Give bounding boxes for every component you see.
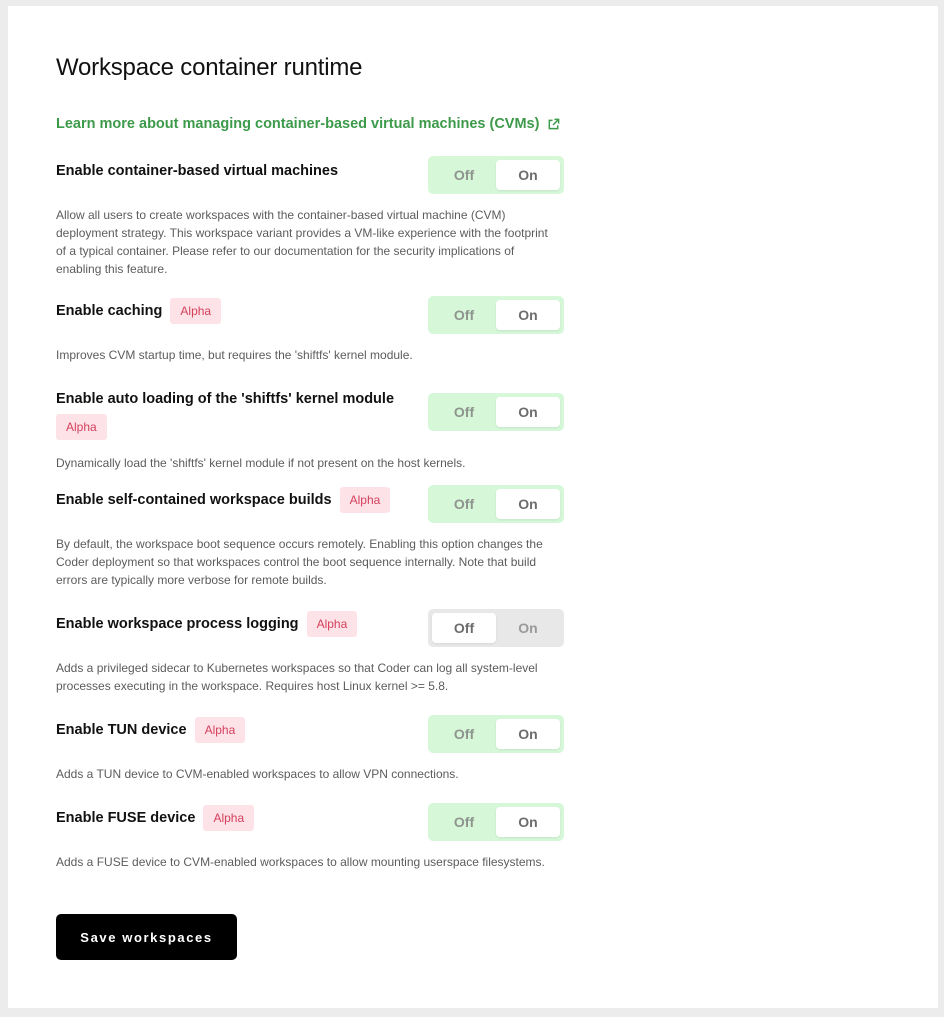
setting-description: Improves CVM startup time, but requires the 'shiftfs' kernel module.: [56, 348, 413, 363]
shiftfs-autoload-toggle[interactable]: [428, 393, 564, 431]
setting-description: Adds a FUSE device to CVM-enabled workspaces to allow mounting userspace filesystems.: [56, 855, 545, 870]
setting-label: Enable caching: [56, 303, 163, 320]
external-link-icon: [547, 118, 560, 131]
setting-description: Adds a TUN device to CVM-enabled workspaces to allow VPN connections.: [56, 767, 459, 782]
setting-caching: [56, 298, 556, 364]
setting-self-contained-builds: [56, 487, 556, 589]
setting-tun-device: [56, 717, 556, 783]
setting-description: By default, the workspace boot sequence occurs remotely. Enabling this option changes the Coder deployment so that workspaces control the boot sequence internally. Note that build errors are typically more verbose for remote builds.: [56, 537, 543, 588]
alpha-badge: Alpha: [195, 717, 246, 743]
toggle-on-option[interactable]: On: [496, 719, 560, 749]
process-logging-toggle[interactable]: [428, 609, 564, 647]
caching-toggle[interactable]: [428, 296, 564, 334]
page-title: Workspace container runtime: [56, 54, 363, 81]
toggle-off-option[interactable]: Off: [453, 404, 475, 420]
setting-description: Dynamically load the 'shiftfs' kernel module if not present on the host kernels.: [56, 456, 466, 471]
self-contained-builds-toggle[interactable]: [428, 485, 564, 523]
setting-description: Allow all users to create workspaces with the container-based virtual machine (CVM) deployment strategy. This workspace variant provides a VM-like experience with the footprint of a typical container. Please refer to our documentation for the security implications of enabling this feature.: [56, 208, 548, 277]
toggle-on-option[interactable]: On: [496, 807, 560, 837]
alpha-badge: Alpha: [203, 805, 254, 831]
setting-cvm: [56, 158, 556, 278]
fuse-device-toggle[interactable]: [428, 803, 564, 841]
toggle-on-option[interactable]: On: [518, 620, 538, 636]
toggle-off-option[interactable]: Off: [453, 167, 475, 183]
alpha-badge: Alpha: [170, 298, 221, 324]
alpha-badge: Alpha: [307, 611, 358, 637]
learn-more-link[interactable]: [56, 116, 560, 132]
learn-more-link-text: Learn more about managing container-based virtual machines (CVMs): [56, 116, 540, 132]
toggle-on-option[interactable]: On: [496, 397, 560, 427]
toggle-off-option[interactable]: Off: [453, 814, 475, 830]
setting-fuse-device: [56, 805, 556, 871]
tun-device-toggle[interactable]: [428, 715, 564, 753]
setting-label: Enable auto loading of the 'shiftfs' kernel module: [56, 391, 395, 408]
cvm-toggle[interactable]: [428, 156, 564, 194]
setting-shiftfs-autoload: [56, 386, 556, 472]
toggle-on-option[interactable]: On: [496, 489, 560, 519]
setting-description: Adds a privileged sidecar to Kubernetes workspaces so that Coder can log all system-level processes executing in the workspace. Requires host Linux kernel >= 5.8.: [56, 661, 538, 694]
setting-process-logging: [56, 611, 556, 695]
toggle-off-option[interactable]: Off: [453, 496, 475, 512]
toggle-off-option[interactable]: Off: [453, 726, 475, 742]
toggle-off-option[interactable]: Off: [432, 613, 496, 643]
setting-label: Enable FUSE device: [56, 810, 196, 827]
save-workspaces-button[interactable]: Save workspaces: [56, 914, 237, 960]
setting-label: Enable TUN device: [56, 722, 187, 739]
toggle-on-option[interactable]: On: [496, 160, 560, 190]
setting-label: Enable container-based virtual machines: [56, 163, 339, 180]
alpha-badge: Alpha: [56, 414, 107, 440]
toggle-off-option[interactable]: Off: [453, 307, 475, 323]
setting-label: Enable self-contained workspace builds: [56, 492, 332, 509]
setting-label: Enable workspace process logging: [56, 616, 299, 633]
toggle-on-option[interactable]: On: [496, 300, 560, 330]
alpha-badge: Alpha: [340, 487, 391, 513]
settings-card: [8, 6, 938, 1008]
